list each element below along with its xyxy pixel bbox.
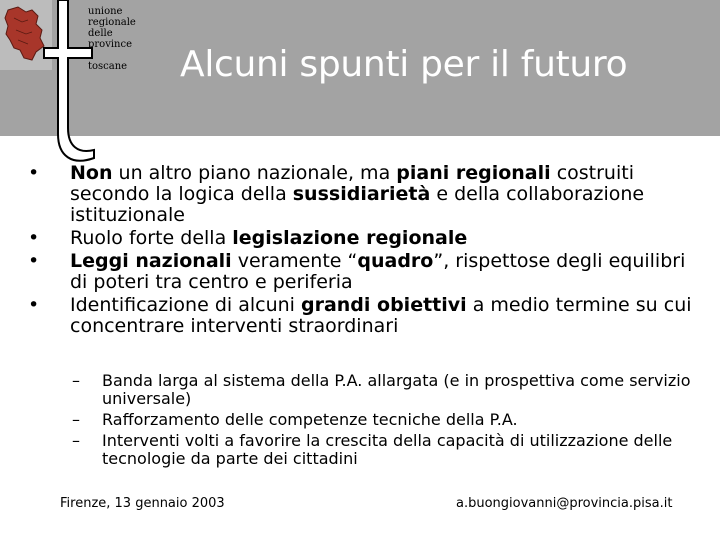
logo-line: delle: [88, 28, 113, 39]
bullet-text-bold: piani regionali: [396, 162, 551, 184]
footer-email: a.buongiovanni@provincia.pisa.it: [456, 496, 673, 511]
bullet-text-bold: sussidiarietà: [292, 183, 431, 205]
bullet-dot: •: [28, 227, 40, 249]
bullet-text: ”, rispettose degli equilibri di poteri tra centro e periferia: [70, 250, 686, 293]
bullet-item: [28, 163, 708, 226]
sub-bullet-item: [72, 432, 712, 468]
logo-line: toscane: [88, 61, 128, 72]
sub-bullet-text: Rafforzamento delle competenze tecniche della P.A.: [102, 410, 518, 429]
bullet-item: [28, 228, 708, 249]
sub-bullet-item: [72, 372, 712, 408]
bullet-text-bold: Leggi nazionali: [70, 250, 232, 272]
bullet-item: [28, 251, 708, 293]
bullet-text: Ruolo forte della: [70, 227, 233, 249]
logo-line: province: [88, 39, 133, 50]
bullet-dot: •: [28, 294, 40, 316]
bullet-text: Identificazione di alcuni: [70, 294, 301, 316]
slide-title: Alcuni spunti per il futuro: [180, 44, 628, 85]
sub-bullet-dash: –: [72, 410, 80, 429]
header-band: [0, 0, 720, 136]
bullet-text: costruiti secondo la logica della: [70, 162, 634, 205]
sub-bullet-text: Interventi volti a favorire la crescita della capacità di utilizzazione delle tecnologie da parte dei cittadini: [102, 431, 673, 468]
logo-text: [88, 6, 136, 72]
sub-bullet-dash: –: [72, 371, 80, 390]
bullet-dot: •: [28, 162, 40, 184]
bullet-dot: •: [28, 250, 40, 272]
bullet-list: [28, 163, 708, 339]
logo-line: unione: [88, 6, 123, 17]
bullet-text-bold: quadro: [357, 250, 434, 272]
bullet-text: e della collaborazione istituzionale: [70, 183, 645, 226]
bullet-text: a medio termine su cui concentrare interventi straordinari: [70, 294, 692, 337]
bullet-text: un altro piano nazionale, ma: [112, 162, 397, 184]
footer-date: Firenze, 13 gennaio 2003: [60, 496, 225, 511]
bullet-text-bold: legislazione regionale: [232, 227, 468, 249]
sub-bullet-dash: –: [72, 431, 80, 450]
bullet-text-bold: grandi obiettivi: [300, 294, 467, 316]
logo-line: regionale: [88, 17, 136, 28]
sub-bullet-text: Banda larga al sistema della P.A. allargata (e in prospettiva come servizio universale): [102, 371, 691, 408]
sub-bullet-item: [72, 411, 712, 429]
sub-bullet-list: [72, 372, 712, 471]
bullet-text: veramente “: [231, 250, 358, 272]
bullet-item: [28, 295, 708, 337]
bullet-text-bold: Non: [70, 162, 113, 184]
